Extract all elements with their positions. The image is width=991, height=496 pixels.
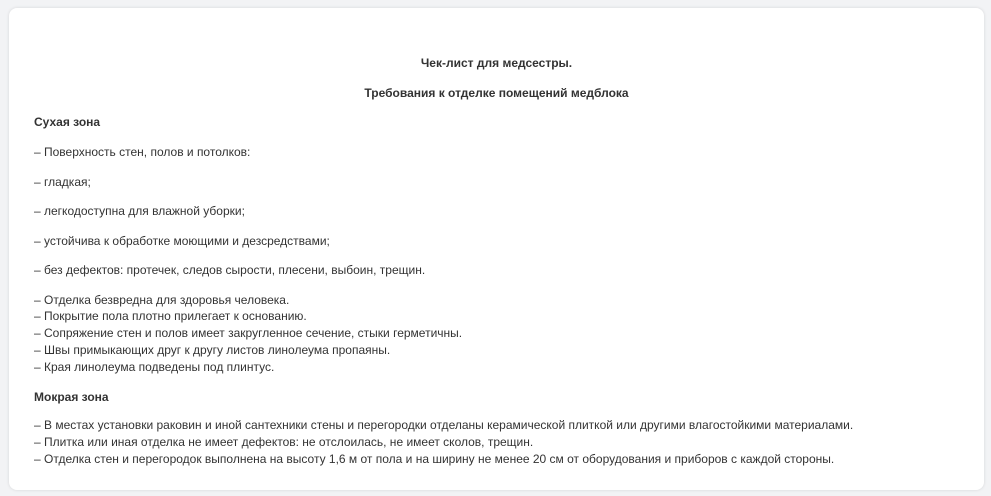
wet-zone-requirements-list [34,417,984,467]
paragraph: – гладкая; [34,174,91,189]
section-heading-dry-zone: Сухая зона [34,115,101,129]
document-title: Чек-лист для медсестры. [420,56,573,70]
list-item: – Отделка безвредна для здоровья человека. [34,292,290,307]
list-item: – Плитка или иная отделка не имеет дефектов: не отслоилась, не имеет сколов, трещин. [34,435,534,450]
document-subtitle: Требования к отделке помещений медблока [364,86,629,100]
paragraph: – легкодоступна для влажной уборки; [34,204,245,218]
list-item: – Швы примыкающих друг к другу листов линолеума пропаяны. [34,342,391,357]
list-item: – Края линолеума подведены под плинтус. [34,359,275,374]
list-item: – Сопряжение стен и полов имеет закругленное сечение, стыки герметичны. [34,326,463,341]
list-item: – В местах установки раковин и иной сантехники стены и перегородки отделаны керамической плиткой или другими влагостойкими материалами. [34,418,854,433]
document-card [9,8,984,490]
paragraph: – без дефектов: протечек, следов сырости, плесени, выбоин, трещин. [34,263,426,277]
paragraph: – устойчива к обработке моющими и дезсредствами; [34,233,330,248]
section-heading-wet-zone: Мокрая зона [34,390,109,405]
list-item: – Покрытие пола плотно прилегает к основанию. [34,309,307,324]
dry-zone-requirements-list [34,292,984,376]
list-item: – Отделка стен и перегородок выполнена на высоту 1,6 м от пола и на ширину не менее 20 см от оборудования и приборов с каждой стороны. [34,452,835,467]
paragraph: – Поверхность стен, полов и потолков: [34,145,251,159]
